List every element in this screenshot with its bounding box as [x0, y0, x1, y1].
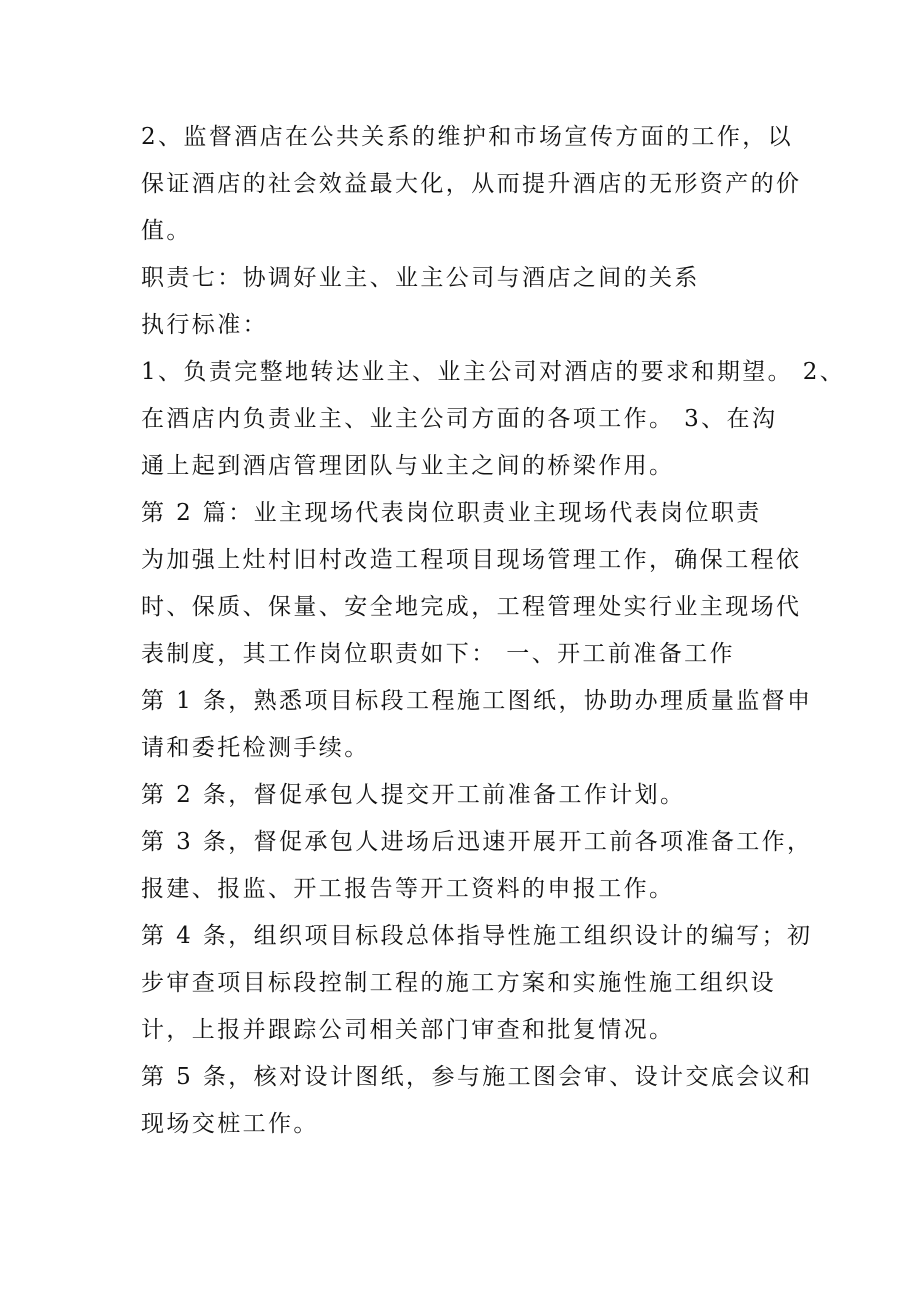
clause-5 [141, 1054, 813, 1148]
heading-article-2 [141, 490, 791, 537]
clause-2 [141, 772, 791, 819]
text-line: 第 5 条，核对设计图纸，参与施工图会审、设计交底会议和 [141, 1064, 813, 1090]
text-line: 现场交桩工作。 [141, 1111, 319, 1137]
text-line: 请和委托检测手续。 [141, 735, 370, 761]
paragraph-intro [141, 537, 802, 678]
text-line: 保证酒店的社会效益最大化，从而提升酒店的无形资产的价 [141, 171, 802, 197]
paragraph-supervise-pr [141, 114, 802, 255]
text-line: 执行标准： [141, 312, 268, 338]
text-line: 表制度，其工作岗位职责如下： 一、开工前准备工作 [141, 641, 735, 667]
heading-duty-seven [141, 255, 791, 302]
text-line: 第 2 篇：业主现场代表岗位职责业主现场代表岗位职责 [141, 500, 762, 526]
clause-4 [141, 913, 813, 1054]
text-line: 1、负责完整地转达业主、业主公司对酒店的要求和期望。 2、 [141, 359, 846, 385]
text-line: 通上起到酒店管理团队与业主之间的桥梁作用。 [141, 453, 675, 479]
clause-3 [141, 819, 813, 913]
text-line: 报建、报监、开工报告等开工资料的申报工作。 [141, 876, 675, 902]
text-line: 为加强上灶村旧村改造工程项目现场管理工作，确保工程依 [141, 547, 802, 573]
text-line: 步审查项目标段控制工程的施工方案和实施性施工组织设 [141, 970, 776, 996]
text-line: 第 1 条，熟悉项目标段工程施工图纸，协助办理质量监督申 [141, 688, 813, 714]
text-line: 职责七：协调好业主、业主公司与酒店之间的关系 [141, 265, 700, 291]
document-body [141, 114, 846, 1148]
text-line: 2、监督酒店在公共关系的维护和市场宣传方面的工作，以 [141, 124, 794, 150]
text-line: 时、保质、保量、安全地完成，工程管理处实行业主现场代 [141, 594, 802, 620]
clause-1 [141, 678, 813, 772]
text-line: 计，上报并跟踪公司相关部门审查和批复情况。 [141, 1017, 675, 1043]
heading-execution-standard [141, 302, 791, 349]
text-line: 第 3 条，督促承包人进场后迅速开展开工前各项准备工作， [141, 829, 813, 855]
text-line: 在酒店内负责业主、业主公司方面的各项工作。 3、在沟 [141, 406, 778, 432]
text-line: 值。 [141, 218, 192, 244]
text-line: 第 2 条，督促承包人提交开工前准备工作计划。 [141, 782, 686, 808]
paragraph-owner-relations [141, 349, 846, 490]
text-line: 第 4 条，组织项目标段总体指导性施工组织设计的编写；初 [141, 923, 813, 949]
